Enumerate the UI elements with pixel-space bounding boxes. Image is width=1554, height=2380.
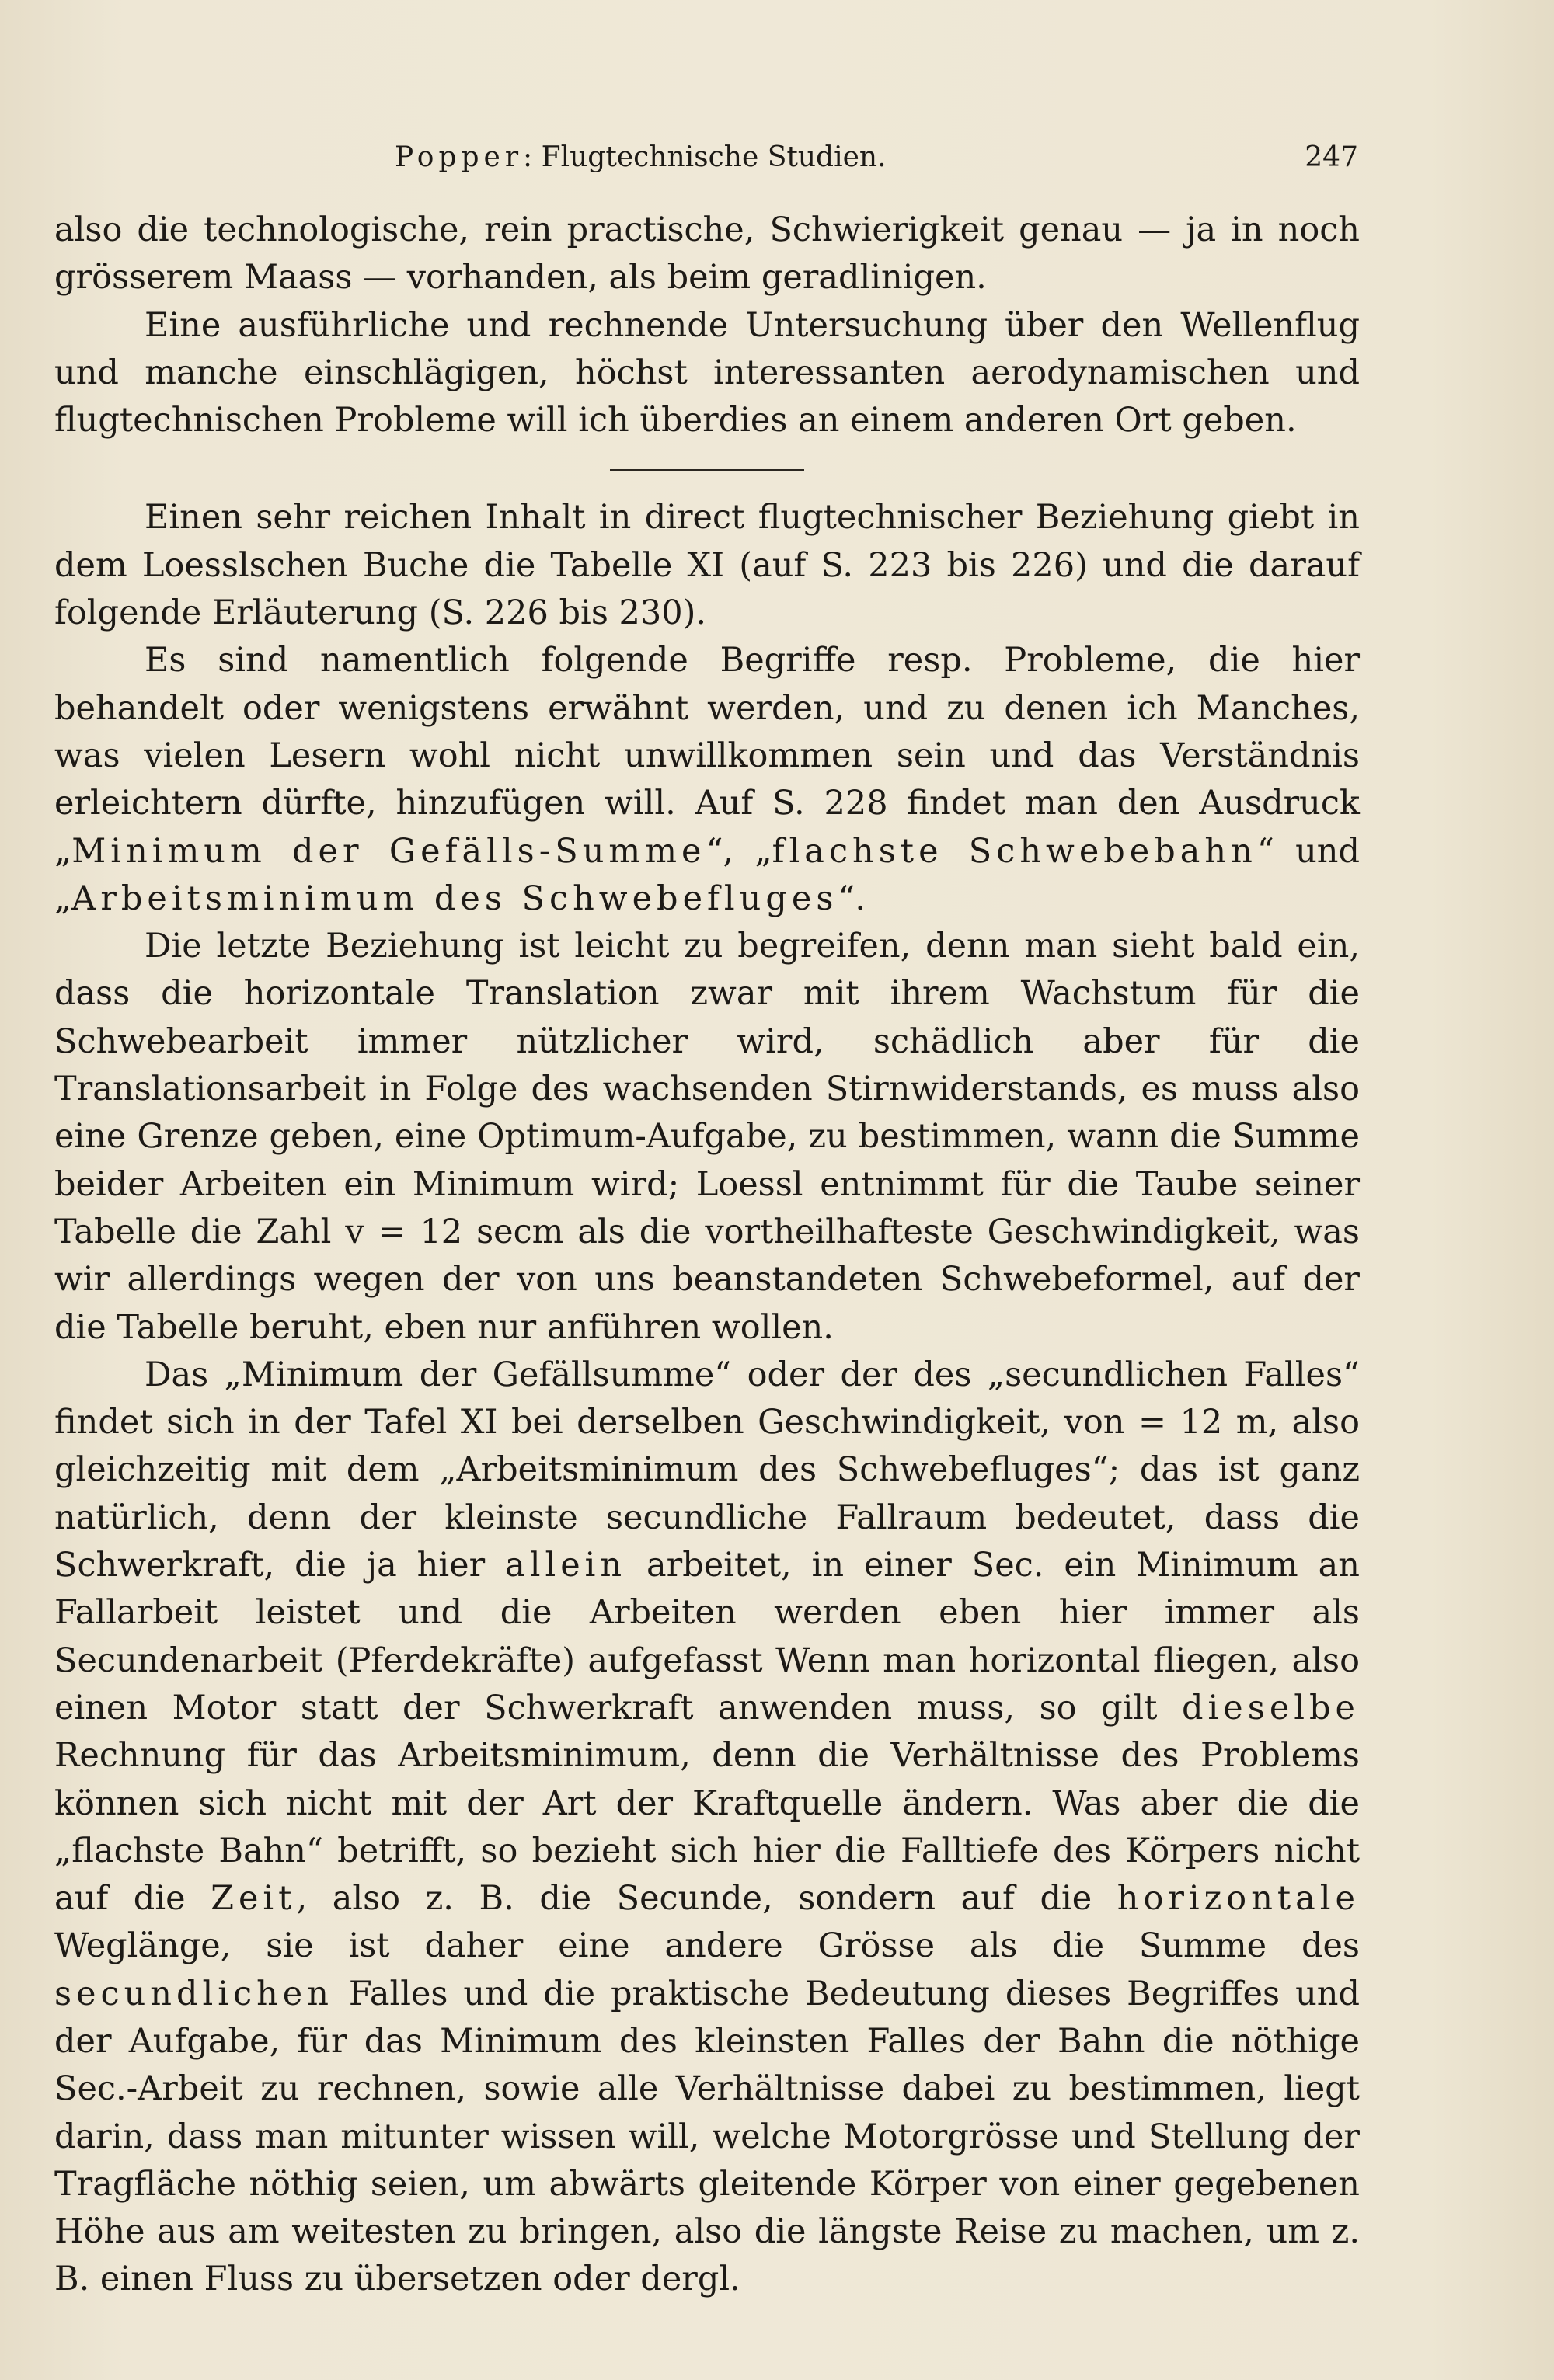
emphasis-allein: allein xyxy=(505,1546,627,1585)
emphasis-dieselbe: dieselbe xyxy=(1182,1688,1360,1728)
paragraph-4 xyxy=(54,637,1360,923)
term-flachste-schwebebahn: flachste Schwebebahn xyxy=(772,831,1257,871)
emphasis-secundlichen: secundlichen xyxy=(54,1974,333,2013)
paragraph-4-text-g: “. xyxy=(838,879,866,918)
page-number: 247 xyxy=(1305,141,1358,173)
page-header xyxy=(395,141,1358,188)
paragraph-6-text-e: Rechnung für das Arbeitsminimum, denn die Verhältnisse des Problems können sich nicht mit der Art der Kraftquelle ändern. Was aber die die „flachste Bahn“ betrifft, so bezieht sich hier die Falltiefe des Körpers nicht auf die xyxy=(54,1736,1360,1919)
paragraph-4-text-c: “, „ xyxy=(706,831,772,871)
paragraph-4-text-e: “ und „ xyxy=(54,831,1360,918)
term-minimum-gefaellssumme: Minimum der Gefälls-Summe xyxy=(71,831,706,871)
emphasis-zeit: Zeit xyxy=(211,1879,297,1919)
body-text xyxy=(54,207,1360,2304)
paragraph-5: Die letzte Beziehung ist leicht zu begreifen, denn man sieht bald ein, dass die horizontale Translation zwar mit ihrem Wachstum für die Schwebearbeit immer nützlicher wird, schädlich aber für die Translationsarbeit in Folge des wachsenden Stirnwiderstands, es muss also eine Grenze geben, eine Optimum-Aufgabe, zu bestimmen, wann die Summe beider Arbeiten ein Minimum wird; Loessl entnimmt für die Taube seiner Tabelle die Zahl v = 12 secm als die vortheilhafteste Geschwindigkeit, was wir allerdings wegen der von uns beanstandeten Schwebeformel, auf der die Tabelle beruht, eben nur anführen wollen. xyxy=(54,927,1360,1347)
header-title: Flugtechnische Studien. xyxy=(541,141,887,173)
paragraph-4-text-a: Es sind namentlich folgende Begriffe resp. Probleme, die hier behandelt oder wenigstens erwähnt werden, und zu denen ich Manches, was vielen Lesern wohl nicht unwillkommen sein und das Verständnis erleichtern dürfte, hinzufügen will. Auf S. 228 findet man den Ausdruck „ xyxy=(54,641,1360,871)
emphasis-horizontale: horizontale xyxy=(1117,1879,1361,1919)
paragraph-6-text-c: arbeitet, in einer Sec. ein Minimum an Fallarbeit leistet und die Arbeiten werden eben hier immer als Secundenarbeit (Pferdekräfte) aufgefasst Wenn man horizontal fliegen, also einen Motor statt der Schwerkraft anwenden muss, so gilt xyxy=(54,1546,1360,1728)
paragraph-6-text-g: , also z. B. die Secunde, sondern auf die xyxy=(296,1879,1117,1919)
paragraph-6-text-i: Weglänge, sie ist daher eine andere Grösse als die Summe des xyxy=(54,1926,1360,1966)
paragraph-2: Eine ausführliche und rechnende Untersuchung über den Wellenflug und manche einschlägigen, höchst interessanten aerodynamischen und flugtechnischen Probleme will ich überdies an einem anderen Ort geben. xyxy=(54,305,1360,440)
paragraph-6 xyxy=(54,1352,1360,2304)
section-divider xyxy=(610,469,804,471)
header-author: Popper xyxy=(395,141,524,173)
header-separator: : xyxy=(523,141,542,173)
paragraph-6-text-k: Falles und die praktische Bedeutung dieses Begriffes und der Aufgabe, für das Minimum des kleinsten Falles der Bahn die nöthige Sec.-Arbeit zu rechnen, sowie alle Verhältnisse dabei zu bestimmen, liegt darin, dass man mitunter wissen will, welche Motorgrösse und Stellung der Tragfläche nöthig seien, um abwärts gleitende Körper von einer gegebenen Höhe aus am weitesten zu bringen, also die längste Reise zu machen, um z. B. einen Fluss zu übersetzen oder dergl. xyxy=(54,1974,1360,2299)
term-arbeitsminimum: Arbeitsminimum des Schwebefluges xyxy=(71,879,838,918)
paragraph-1: also die technologische, rein practische, Schwierigkeit genau — ja in noch grösserem Maass — vorhanden, als beim geradlinigen. xyxy=(54,211,1360,298)
running-title xyxy=(395,141,887,173)
paragraph-3: Einen sehr reichen Inhalt in direct flugtechnischer Beziehung giebt in dem Loesslschen Buche die Tabelle XI (auf S. 223 bis 226) und die darauf folgende Erläuterung (S. 226 bis 230). xyxy=(54,498,1360,633)
paragraph-6-text-a: Das „Minimum der Gefällsumme“ oder der des „secundlichen Falles“ findet sich in der Tafel XI bei derselben Geschwindigkeit, von = 12 m, also gleichzeitig mit dem „Arbeitsminimum des Schwebefluges“; das ist ganz natürlich, denn der kleinste secundliche Fallraum bedeutet, dass die Schwerkraft, die ja hier xyxy=(54,1355,1360,1585)
